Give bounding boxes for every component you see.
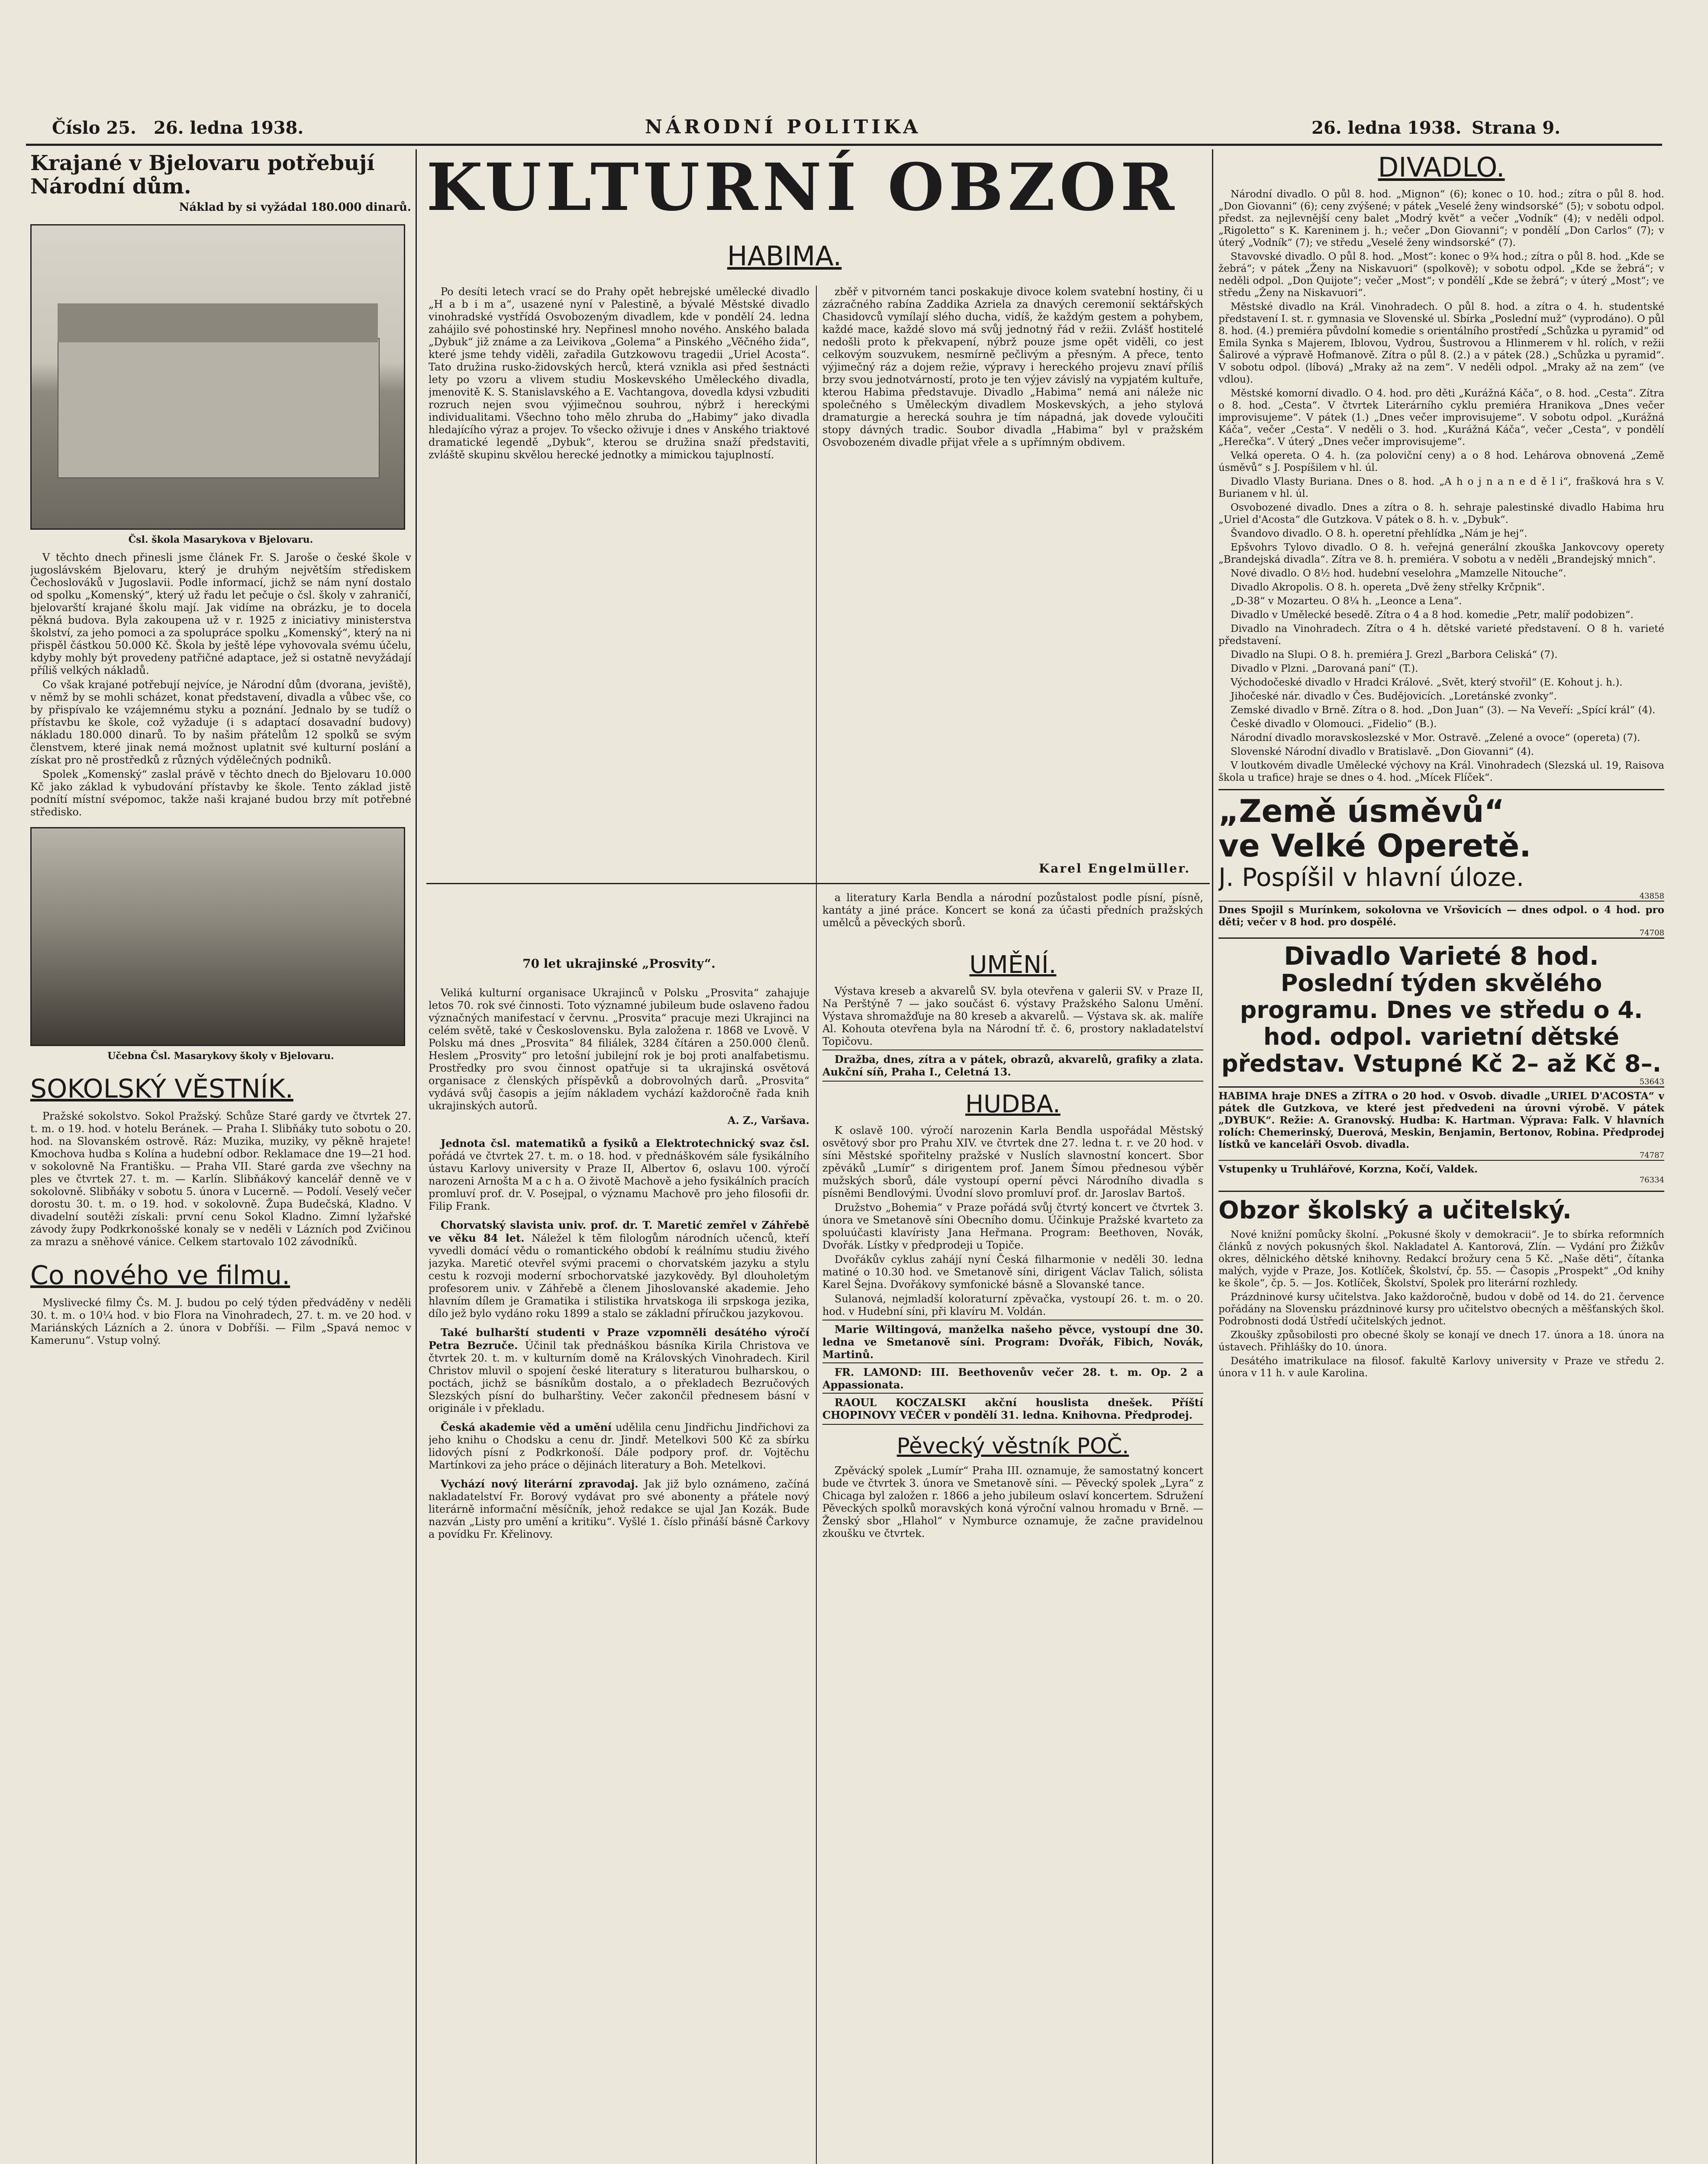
varietne-ad-line-1: Divadlo Varieté 8 hod. <box>1284 941 1599 971</box>
komorni-divadlo: Městské komorní divadlo. O 4. hod. pro děti „Kurážná Káča“, o 8. hod. „Cesta“. Zítra o 8. hod. „Cesta“. V čtvrtek Literárního cyklu premiéra Hranikova „Dnes večer improvisujeme“. V pátek (1.) „Dnes večer improvisujeme“. V sobotu odpol. „Kurážná Káča“, večer „Cesta“. V neděli o 3. hod. „Kurážná Káča“, večer „Cesta“, v pondělí „Herečka“. V úterý „Dnes večer improvisujeme“. <box>1218 388 1664 448</box>
elektro-title: Jednota čsl. matematiků a fysiků a Elektrotechnický svaz čsl. <box>441 1137 809 1150</box>
stavovske-divadlo: Stavovské divadlo. O půl 8. hod. „Most“: konec o 9¾ hod.; zítra o půl 8. hod. „Kde se žebrá“; v pátek „Ženy na Niskavuori“ (spolkově); v sobotu odpol. „Kde se žebrá“; v neděli odpol. „Don Quijote“; večer „Most“; v pondělí „Kde se žebrá“; v úterý „Most“; ve středu „Ženy na Niskavuori“. <box>1218 251 1664 299</box>
habima-signature: Karel Engelmüller. <box>1039 861 1191 876</box>
zeme-ad-number: 43858 <box>1639 892 1664 901</box>
velka-opereta: Velká opereta. O 4. h. (za poloviční ceny) a o 8 hod. Lehárova obnovená „Země úsměvů“ s J. Pospíšilem v hl. úl. <box>1218 450 1664 473</box>
truhlarova-ad: Vstupenky u Truhlářové, Korzna, Kočí, Valdek. <box>1218 1160 1664 1175</box>
column-rule-3 <box>1212 149 1213 2164</box>
classroom-photo <box>30 827 405 1046</box>
hradec-divadlo: Východočeské divadlo v Hradci Králové. „Svět, který stvořil“ (E. Kohout j. h.). <box>1231 677 1623 688</box>
brno-divadlo: Zemské divadlo v Brně. Zítra o 8. hod. „Don Juan“ (3). — Na Veveří: „Spící král“ (4). <box>1231 705 1656 716</box>
prosvita-signature: A. Z., Varšava. <box>727 1114 809 1127</box>
budejovice-divadlo: Jihočeské nár. divadlo v Čes. Budějovicích. „Loretánské zvonky“. <box>1231 691 1557 702</box>
loutkove-divadlo: V loutkovém divadle Umělecké výchovy na Král. Vinohradech (Slezská ul. 19, Raisova škola u trafice) hraje se dnes o 4. hod. „Mícek Flíček“. <box>1218 760 1664 783</box>
skolsky-body-1: Nové knižní pomůcky školní. „Pokusné školy v demokracii“. Je to sbírka reformních článků z nových pokusných škol. Nakladatel A. Kantorová, Zlín. — Vydání pro Žižkův okres, dělnického dětské knihovny. Redakcí brožury cena 5 Kč. „Naše děti“, čítanka malých, vyjde v Praze, Jos. Kotlíček, Školství, čp. 55. — Časopis „Prospekt“ „Od knihy ke škole“, čp. 5. — Jos. Kotlíček, Školství, Spolek pro literární rozhledy. <box>1218 1229 1664 1289</box>
habima-col-b <box>822 286 1203 892</box>
prosvita-title: 70 let ukrajinské „Prosvity“. <box>522 956 715 971</box>
habima-col-a <box>429 286 809 935</box>
vinohrady-varieté: Divadlo na Vinohradech. Zítra o 4 h. dětské varieté představení. O 8 h. varieté představení. <box>1218 623 1664 647</box>
bjelovar-paragraph-2: Co však krajané potřebují nejvíce, je Národní dům (dvorana, jeviště), v němž by se mohli scházet, konat představení, divadla a vůbec vše, co by přispívalo ke vzájemnému styku a poznání. Jednalo by se tudíž o přístavbu ke škole, což vyžaduje (i s adaptací dosavadní budovy) nákladu 180.000 dinarů. To by našim přátelům 12 spolků se svým členstvem, které jinak nemá možnost uplatnit své kulturní poslání a získat pro ně prostředků z různých výdělečných podniků. <box>30 679 411 766</box>
burian-divadlo: Divadlo Vlasty Buriana. Dnes o 8. hod. „A h o j n a n e d ě l i“, frašková hra s V. Burianem v hl. úl. <box>1218 476 1664 499</box>
sokol-section-title: SOKOLSKÝ VĚSTNÍK. <box>30 1074 293 1104</box>
date-right: 26. ledna 1938. <box>1312 118 1462 138</box>
varietne-ad-line-2: Poslední týden skvělého programu. Dnes ve středu o 4. hod. odpol. varietní dětské představ. Vstupné Kč 2– až Kč 8–. <box>1221 969 1662 1077</box>
hudba-body-3: Dvořákův cyklus zahájí nyní Česká filharmonie v neděli 30. ledna matiné o 10.30 hod. ve Smetanově síni, dirigent Václav Talich, sólista Karel Šejna. Dvořákovy symfonické básně a Slovanské tance. <box>822 1253 1203 1291</box>
zeme-ad-line-1: „Země úsměvů“ <box>1218 793 1505 829</box>
olomouc-divadlo: České divadlo v Olomouci. „Fidelio“ (B.). <box>1231 718 1437 730</box>
hudba-body-2: Družstvo „Bohemia“ v Praze pořádá svůj čtvrtý koncert ve čtvrtek 3. února ve Smetanově síni Obecního domu. Účinkuje Pražské kvarteto za spoluúčasti klavíristy Jana Heřmana. Program: Beethoven, Novák, Dvořák. Lístky v předprodeji u Topiče. <box>822 1201 1203 1251</box>
bendl-intro: a literatury Karla Bendla a národní pozůstalost podle písní, písně, kantáty a jiné práce. Koncert se koná za účasti předních pražských umělců a pěveckých sborů. <box>822 892 1203 929</box>
ceska-akademie-title: Česká akademie věd a umění <box>441 1421 612 1434</box>
page-number: Strana 9. <box>1472 118 1561 138</box>
sokol-body: Pražské sokolstvo. Sokol Pražský. Schůze Staré gardy ve čtvrtek 27. t. m. o 19. hod. v hotelu Beránek. — Praha I. Slibňáky tuto sobotu o 20. hod. na Slovanském ostrově. Ráz: Muzika, muziky, vy pěkně hrajete! Kmochova hudba s Kolína a hudební odbor. Reklamace dne 19—21 hod. v sokolovně Na Františku. — Praha VII. Staré garda zve všechny na ples ve čtvrtek 27. t. m. — Karlín. Slibňákový kancelář denně ve v sokolovně. Slibňáky v sobotu 5. února v Lucerně. — Podolí. Veselý večer dorostu 30. t. m. o 19. hod. v sokolovně. Župa Budečská, Kladno. V divadelní soutěži získali: první cenu Sokol Kladno. Zimní lyžařské závody župy Podkrkonošské konaly se v neděli v Lázních pod Zvičinou za mrazu a sněhové vánice. Celkem startovalo 102 závodníků. <box>30 1110 411 1248</box>
column-1 <box>30 151 411 2164</box>
hudba-title: HUDBA. <box>965 1090 1060 1118</box>
zpravodaj-title: Vychází nový literární zpravodaj. <box>441 1478 638 1491</box>
tylovo-divadlo: Epšvohrs Tylovo divadlo. O 8. h. veřejná generální zkouška Jankovcovy operety „Brandejská divadla“. Zítra ve 8. h. premiéra. V sobotu a v neděli „Brandejský mnich“. <box>1218 542 1664 565</box>
umeni-body: Výstava kreseb a akvarelů SV. byla otevřena v galerii SV. v Praze II, Na Perštýně 7 — jako součást 6. výstavy Pražského Salonu Umění. Výstava shromažďuje na 80 kreseb a akvarelů. — Výstava sk. ak. malíře Al. Kohouta otevřena byla na Národní tř. č. 6, prostory nakladatelství Topičovu. <box>822 985 1203 1047</box>
column-3 <box>822 892 1203 2164</box>
photo1-caption: Čsl. škola Masarykova v Bjelovaru. <box>128 534 313 545</box>
akropolis-divadlo: Divadlo Akropolis. O 8. h. opereta „Dvě ženy střelky Krčpnik“. <box>1231 582 1545 593</box>
ostrava-divadlo: Národní divadlo moravskoslezské v Mor. Ostravě. „Zelené a ovoce“ (opereta) (7). <box>1231 732 1640 744</box>
ceska-akademie-body: udělila cenu Jindřichu Jindřichovi za jeho knihu o Chodsku a cenu dr. Jindř. Metelkovi 500 Kč za sbírku lidových písní z Podkrkonoší. Dále podpory prof. dr. Vojtěchu Martínkovi za jeho práce o dějinách literatury a Boh. Metelkovi. <box>429 1421 809 1472</box>
umelecka-beseda-divadlo: Divadlo v Umělecké besedě. Zítra o 4 a 8 hod. komedie „Petr, malíř podobizen“. <box>1231 609 1634 621</box>
umeni-title: UMĚNÍ. <box>969 951 1057 979</box>
school-building-photo <box>30 224 405 530</box>
bjelovar-paragraph-1: V těchto dnech přinesli jsme článek Fr. S. Jaroše o české škole v jugoslávském Bjelovaru, který je druhým největším střediskem Čechoslováků v Jugoslavii. Podle informací, jichž se nám nyní dostalo od spolku „Komenský“, který už řadu let pečuje o čsl. školy v zahraničí, bjelovarští krajané školu mají. Jak vidíme na obrázku, je to docela pěkná budova. Byla zakoupena už v r. 1925 z iniciativy ministerstva školství, za jeho pomoci a za spolupráce spolku „Komenský“, který na ni přispěl částkou 50.000 Kč. Škola by ještě lépe vyhovovala svému účelu, kdyby mohly být provedeny patřičné adaptace, jež si ostatně nevyžádají příliš velkých nákladů. <box>30 551 411 676</box>
d38-divadlo: „D-38“ v Mozarteu. O 8¼ h. „Leonce a Lena“. <box>1231 596 1462 607</box>
skolsky-obzor-title: Obzor školský a učitelský. <box>1218 1191 1664 1224</box>
column-2 <box>429 892 809 2164</box>
vinohrady-divadlo: Městské divadlo na Král. Vinohradech. O půl 8. hod. a zítra o 4. h. studentské představení I. st. r. gymnasia ve Slovenské ul. Sbírka „Poslední muž“ (vyprodáno). O půl 8. hod. (4.) premiéra půvdolní komedie s orientálního prostředí „Schůzka u pyramid“ od Emila Synka s Majerem, Iblovou, Vydrou, Šustrovou a Hlinmerem v hl. rolích, v režii Šalirové a výpravě Hofmanově. Zítra o půl 8. (2.) a v pátek (28.) „Schůzka u pyramid“. V sobotu odpol. (líbová) „Mraky až na zem“. V neděli odpol. „Mraky až na zem“ (ve vdlou). <box>1218 301 1664 385</box>
habima-rule <box>816 286 817 926</box>
header-rule <box>26 144 1662 146</box>
bulgar-body: Účinil tak přednáškou básníka Kirila Christova ve čtvrtek 20. t. m. v kulturním domě na Královských Vinohradech. Kiril Christov mluvil o spojení české literatury s literaturou bulharskou, o poctách, jichž se básníkům dostalo, a o překladech Bezručových Slezských písní do bulharštiny. Večer zakončil přednesem básní v originále i v překladu. <box>429 1340 809 1415</box>
elektro-body: pořádá ve čtvrtek 27. t. m. o 18. hod. v přednáškovém sále fysikálního ústavu Karlovy university v Praze II, Albertov 6, oslavu 100. výročí narozeni Arnošta M a c h a. O životě Machově a jeho fysikálních pracích promluví prof. dr. V. Posejpal, o významu Machově pro jeho filosofii dr. Filip Frank. <box>429 1150 809 1213</box>
pevecky-vestnik-title: Pěvecký věstník POČ. <box>896 1433 1129 1459</box>
bjelovar-paragraph-3: Spolek „Komenský“ zaslal právě v těchto dnech do Bjelovaru 10.000 Kč jako základ k vybudování přístavby ke škole. Tento základ jistě podnítí místní svépomoc, takže naši krajané budou brzy mít potřebné středisko. <box>30 768 411 818</box>
habima-text-a: Po desíti letech vrací se do Prahy opět hebrejské umělecké divadlo „H a b i m a“, usazené nyní v Palestině, a bývalé Městské divadlo vinohradské vystřídá Osvobozeným divadlem, kde v pondělí 24. ledna zahájilo své pohostinské hry. Nepřinesl mnoho nového. Anského balada „Dybuk“ již známe a za Leivikova „Golema“ a Pinského „Věčného žida“, které jsme tehdy viděli, zařadila Gutzkowovu tragedii „Uriel Acosta“. Tato družina rusko-židovských herců, která vznikla asi před šestnácti lety po vzoru a vlivem studiu Moskevského Uměleckého divadla, jmenovitě K. S. Stanislavského a E. Vachtangova, dovedla kdysi vzbuditi rozruch nejen svou výjimečnou souhrou, nýbrž i hereckými individualitami. Všechno toho mělo zhruba do „Habimy“ jako divadla hledajícího výraz a projev. To všecko oživuje i dnes v Anského triaktové dramatické legendě „Dybuk“, kterou se družina snaží představiti, zvláště skupinu skvělou herecké jednotky a mimickou tajuplností. <box>429 286 809 461</box>
column-rule-1 <box>416 149 417 2164</box>
zeme-usmevu-ad <box>1218 789 1664 901</box>
zeme-ad-line-3: J. Pospíšil v hlavní úloze. <box>1218 863 1524 892</box>
prosvita-body: Veliká kulturní organisace Ukrajinců v Polsku „Prosvita“ zahajuje letos 70. rok své činnosti. Toto významné jubileum bude oslaveno řadou význačných manifestací v červnu. „Prosvita“ pracuje mezi Ukrajinci na celém světě, také v Československu. Byla založena r. 1868 ve Lvově. V Polsku má dnes „Prosvita“ 84 filiálek, 3284 čítáren a 250.000 členů. Heslem „Prosvity“ pro letošní jubilejní rok je boj proti analfabetismu. Prostředky pro svou činnost opatřuje si ta ukrajinská osvětová organisace z členských příspěvků a dobrovolných darů. „Prosvita“ vydává svůj časopis a jejím nákladem vychází každoročně řada knih ukrajinských autorů. <box>429 987 809 1112</box>
skolsky-body-3: Zkoušky způsobilosti pro obecné školy se konají ve dnech 17. února a 18. února na ústavech. Přihlášky do 10. února. <box>1218 1330 1664 1353</box>
varietne-number: 53643 <box>1639 1077 1664 1086</box>
umeni-auction-ad: Dražba, dnes, zítra a v pátek, obrazů, akvarelů, grafiky a zlata. Aukční síň, Praha I., Celetná 13. <box>822 1050 1203 1082</box>
bulgar-title: Také bulharští studenti v Praze vzpomněli desátého výročí Petra Bezruče. <box>429 1326 809 1352</box>
hudba-body-4: Sulanová, nejmladší koloraturní zpěvačka, vystoupí 26. t. m. o 20. hod. v Hudební síni, při klavíru M. Voldán. <box>822 1293 1203 1317</box>
skolsky-body-4: Desátého imatrikulace na filosof. fakultě Karlovy university v Praze ve středu 2. února v 11 h. v aule Karolina. <box>1218 1356 1664 1379</box>
murinek-number: 74708 <box>1639 928 1664 937</box>
nove-divadlo: Nové divadlo. O 8½ hod. hudební veselohra „Mamzelle Nitouche“. <box>1231 568 1566 579</box>
bjelovar-headline: Krajané v Bjelovaru potřebují Národní dům. <box>30 151 375 199</box>
column-4 <box>1218 151 1664 2164</box>
habima-ad: HABIMA hraje DNES a ZÍTRA o 20 hod. v Osvob. divadle „URIEL D'ACOSTA“ v pátek dle Gutzkova, ve které jest předvedeni na úrovni výrobě. V pátek „DYBUK“. Režie: A. Granovský. Hudba: K. Hartman. Výprava: Falk. V hlavních rolích: Chemerinský, Duerová, Meskin, Benjamin, Bertonov, Robina. Předprodej lístků ve kanceláři Osvob. divadla. <box>1218 1086 1664 1151</box>
slavista-body: Náležel k těm filologům národních učenců, kteří vyvedli domácí vědu o romantického období k reálnímu studiu živého jazyka. Maretić otevřel svými pracemi o chorvatském jazyku a stylu cestu k rozvoji moderní srbochorvatské jazykovědy. Byl dlouholetým profesorem univ. v Záhřebě a členem Jihoslovanské akademie. Jeho hlavním dílem je Gramatika i stilistika hrvatskoga ili srpskoga jezika, dílo jež bylo vydáno roku 1899 a stalo se základní příručkou jazykovou. <box>429 1232 809 1320</box>
slavista-title: Chorvatský slavista univ. prof. dr. T. Maretić zemřel v Záhřebě ve věku 84 let. <box>429 1219 809 1245</box>
murinek-ad: Dnes Spojil s Murínkem, sokolovna ve Vršovicích — dnes odpol. o 4 hod. pro děti; večer v 8 hod. pro dospělé. <box>1218 901 1664 928</box>
kulturni-obzor-banner: KULTURNÍ OBZOR <box>426 149 1179 225</box>
bjelovar-subhead: Náklad by si vyžádal 180.000 dinarů. <box>179 201 411 214</box>
svandovo-divadlo: Švandovo divadlo. O 8. h. operetní přehlídka „Nám je hej“. <box>1231 528 1528 539</box>
plzen-divadlo: Divadlo v Plzni. „Darovaná paní“ (T.). <box>1231 663 1418 674</box>
hudba-body-1: K oslavě 100. výročí narozenin Karla Bendla uspořádal Městský osvětový sbor pro Prahu XIV. ve čtvrtek dne 27. ledna t. r. ve 20 hod. v síni Městské spořitelny pražské v Nuslích slavnostní koncert. Sbor zpěváků „Lumír“ s dirigentem prof. Janem Šímou přednesou výběr mužských sborů, dále vystoupí operní pěvci Národního divadla s písněmi Bendlovými. Úvodní slovo promluví prof. dr. Jaroslav Bartoš. <box>822 1124 1203 1199</box>
masthead: NÁRODNÍ POLITIKA <box>645 116 922 138</box>
film-section-title: Co nového ve filmu. <box>30 1260 290 1291</box>
photo2-caption: Učebna Čsl. Masarykovy školy v Bjelovaru. <box>107 1050 334 1062</box>
narodni-divadlo: Národní divadlo. O půl 8. hod. „Mignon“ (6); konec o 10. hod.; zítra o půl 8. hod. „Don Giovanni“ (6); ceny zvýšené; v pátek „Veselé ženy windsorské“ (5); v sobotu odpol. předst. za nejlevnější ceny balet „Modrý květ“ a večer „Vodník“ (4); v neděli odpol. „Rigoletto“ s K. Kareninem j. h.; večer „Don Giovanni“; v pondělí „Don Carlos“ (7); v úterý „Vodník“ (7); ve středu „Veselé ženy windsorské“ (7). <box>1218 189 1664 248</box>
bratislava-divadlo: Slovenské Národní divadlo v Bratislavě. „Don Giovanni“ (4). <box>1231 746 1534 757</box>
habima-text-b: zběř v pitvorném tanci poskakuje divoce kolem svatební hostiny, či u zázračného rabína Zaddika Azriela za dnavých ceremonií sektářských Chasidovců vymílají slého ducha, vidíš, že každým gestem a pohybem, každé mace, každé slovo má svůj jednotný řád v režii. Zvlášť hostitelé nedošli proto k překvapení, nýbrž pouze jsme opět viděli, co jest celkovým souzvukem, nesmírně pečlivým a přesným. A přece, tento výjimečný ráz a dojem režie, výpravy i hereckého projevu znaví příliš brzy svou jednotvárností, proto je ten výjev závislý na vypjatém kultuře, kterou Habima představuje. Divadlo „Habima“ nemá ani náleže nic společného s Uměleckým divadlem Moskevských, a jeho stylová dramaturgie a herecká souhra je tím nápadná, jak dovede vyloučiti stopy dávných tradic. Soubor divadla „Habima“ byl v pražském Osvobozeném divadle přijat vřele a s upřímným obdivem. <box>822 286 1203 448</box>
hudba-ad-1: Marie Wiltingová, manželka našeho pěvce, vystoupí dne 30. ledna ve Smetanově síni. Program: Dvořák, Fibich, Novák, Martinů. <box>822 1320 1203 1361</box>
issue-number: Číslo 25. <box>52 118 136 138</box>
skolsky-body-2: Prázdninové kursy učitelstva. Jako každoročně, budou v době od 14. do 21. července pořádány na Slovensku prázdninové kursy pro učitelstvo obecných a měšťanských škol. Podrobnosti dodá Ústředí učitelských jednot. <box>1218 1291 1664 1327</box>
slupi-divadlo: Divadlo na Slupi. O 8. h. premiéra J. Grezl „Barbora Celiská“ (7). <box>1231 649 1558 660</box>
habima-title: HABIMA. <box>727 240 842 272</box>
habima-bottom-rule <box>426 883 1210 884</box>
truhlarova-number: 76334 <box>1639 1175 1664 1185</box>
film-body: Myslivecké filmy Čs. M. J. budou po celý týden předváděny v neděli 30. t. m. o 10¼ hod. v bio Flora na Vinohradech, 27. t. m. ve 20 hod. v Mariánských Lázních a 2. února v Dobříši. — Film „Spavá nemoc v Kamerunu“. Vstup volný. <box>30 1297 411 1346</box>
hudba-ad-3: RAOUL KOCZALSKI akční houslista dnešek. Příští CHOPINOVY VEČER v pondělí 31. ledna. Knihovna. Předprodej. <box>822 1393 1203 1425</box>
issue-date: 26. ledna 1938. <box>154 118 304 138</box>
divadlo-title: DIVADLO. <box>1378 151 1505 183</box>
column-rule-2 <box>816 892 817 2164</box>
habima-ad-number: 74787 <box>1639 1151 1664 1160</box>
varietne-ad <box>1218 937 1664 1086</box>
pevecky-vestnik-body: Zpěvácký spolek „Lumír“ Praha III. oznamuje, že samostatný koncert bude ve čtvrtek 3. února ve Smetanově síni. — Pěvecký spolek „Lyra“ z Chicaga byl založen r. 1866 a jeho jubileum oslaví koncertem. Sdružení Pěveckých spolků moravských koná výroční valnou hromadu v Brně. — Ženský sbor „Hlahol“ v Nymburce oznamuje, že začne pravidelnou zkoušku ve čtvrtek. <box>822 1465 1203 1539</box>
zpravodaj-body: Jak již bylo oznámeno, začíná nakladatelství Fr. Borový vydávat pro své abonenty a přátele nový literárně informační měsíčník, jehož redakce se ujal Jan Kozák. Bude nazván „Listy pro umění a kritiku“. Vyšlé 1. číslo přináší básně Čarkovy a povídku Fr. Křelinovy. <box>429 1478 809 1541</box>
zeme-ad-line-2: ve Velké Operetě. <box>1218 828 1531 864</box>
hudba-ad-2: FR. LAMOND: III. Beethovenův večer 28. t. m. Op. 2 a Appassionata. <box>822 1362 1203 1391</box>
osvobozene-divadlo: Osvobozené divadlo. Dnes a zítra o 8. h. sehraje palestinské divadlo Habima hru „Uriel d'Acosta“ dle Gutzkova. V pátek o 8. h. v. „Dybuk“. <box>1218 502 1664 525</box>
